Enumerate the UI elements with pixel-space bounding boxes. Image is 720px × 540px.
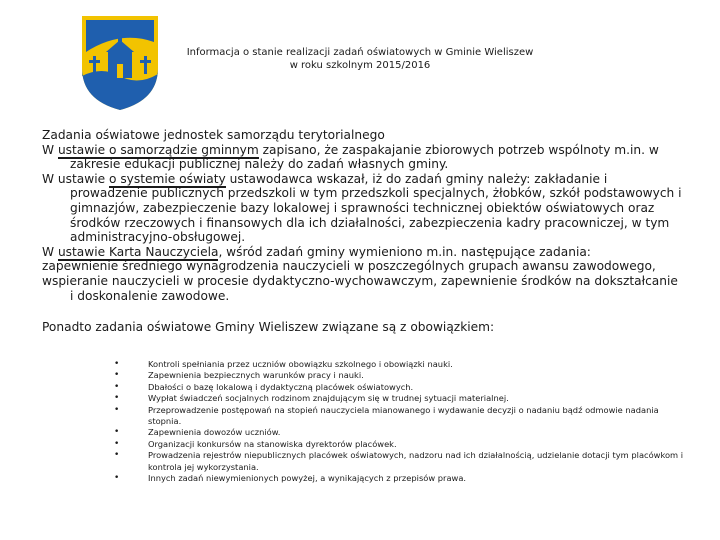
link-local-government-act: ustawie o samorządzie gminnym (57, 142, 259, 157)
list-item: • Wypłat świadczeń socjalnych rodzinom znajdującym się w trudnej sytuacji materialnej. (114, 393, 684, 404)
list-item: • Dbałości o bazę lokalową i dydaktyczną placówek oświatowych. (114, 382, 684, 393)
list-item: • Przeprowadzenie postępowań na stopień nauczyciela mianowanego i wydawanie decyzji o nadaniu bądź odmowie nadania stopnia. (114, 405, 684, 428)
list-item: • Prowadzenia rejestrów niepublicznych placówek oświatowych, nadzoru nad ich działalnością, udzielanie dotacji tym placówkom i kontrola jej wykorzystania. (114, 450, 684, 473)
header-line-2: w roku szkolnym 2015/2016 (289, 60, 431, 71)
link-education-system-act: o systemie oświaty (108, 171, 226, 186)
crest-church-door (117, 64, 123, 78)
list-item: • Kontroli spełniania przez uczniów obowiązku szkolnego i obowiązki nauki. (114, 359, 684, 370)
link-teachers-charter: ustawie Karta Nauczyciela (57, 244, 219, 259)
section-heading: Zadania oświatowe jednostek samorządu terytorialnego (42, 128, 385, 142)
paragraph-teachers-charter: W ustawie Karta Nauczyciela, wśród zadań gminy wymieniono m.in. następujące zadania: (42, 244, 591, 259)
main-content (42, 128, 682, 335)
paragraph-local-government-act: W ustawie o samorządzie gminnym zapisano, że zaspakajanie zbiorowych potrzeb wspólnoty m.in. w zakresie edukacji publicznej należy do zadań własnych gminy. (42, 142, 659, 172)
list-item: • Organizacji konkursów na stanowiska dyrektorów placówek. (114, 439, 684, 450)
coat-of-arms-icon (76, 12, 164, 112)
paragraph-average-salary: zapewnienie średniego wynagrodzenia nauczycieli w poszczególnych grupach awansu zawodowego, (42, 259, 656, 274)
obligations-list (114, 359, 684, 484)
spacer (42, 303, 682, 320)
header-line-1: Informacja o stanie realizacji zadań oświatowych w Gminie Wieliszew (186, 47, 534, 58)
paragraph-obligations-intro: Ponadto zadania oświatowe Gminy Wieliszew związane są z obowiązkiem: (42, 320, 495, 335)
list-item: • Zapewnienia dowozów uczniów. (114, 427, 684, 438)
list-item: • Zapewnienia bezpiecznych warunków pracy i nauki. (114, 370, 684, 381)
paragraph-education-system-act: W ustawie o systemie oświaty ustawodawca wskazał, iż do zadań gminy należy: zakładanie i prowadzenie publicznych przedszkoli w tym przedszkoli specjalnych, żłobków, szkół podstawowych i gimnazjów, zabezpieczenie bazy lokalowej i sprawności technicznej obiektów oświatowych oraz środków rzeczowych i finansowych dla ich działalności, zabezpieczenia kadry pracowniczej, w tym administracyjno-obsługowej. (42, 171, 682, 245)
list-item: • Innych zadań niewymienionych powyżej, a wynikających z przepisów prawa. (114, 473, 684, 484)
document-header (180, 46, 540, 72)
paragraph-teacher-support: wspieranie nauczycieli w procesie dydaktyczno-wychowawczym, zapewnienie środków na dokształcanie i doskonalenie zawodowe. (42, 273, 678, 303)
